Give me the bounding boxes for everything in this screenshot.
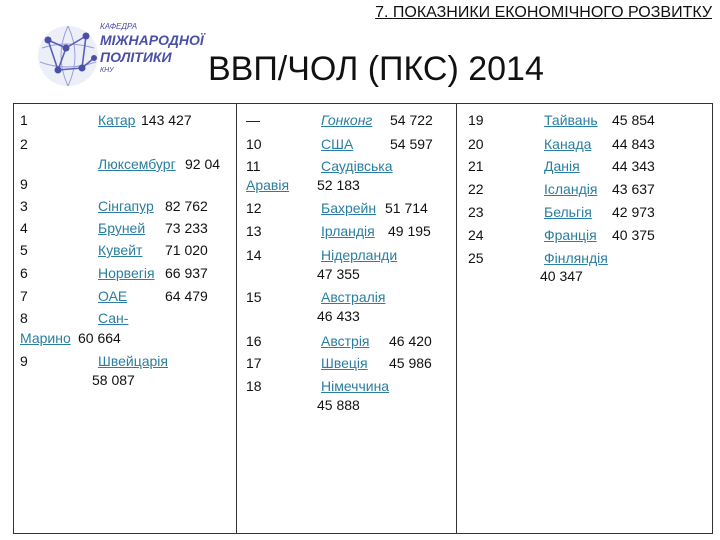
country-link[interactable]: Марино — [20, 330, 71, 346]
rank-number: 13 — [246, 223, 262, 239]
rank-number: 4 — [20, 220, 28, 236]
rank-number: 22 — [468, 181, 484, 197]
rank-number: 6 — [20, 265, 28, 281]
country-link[interactable]: Аравія — [246, 177, 290, 193]
gdp-value: 82 762 — [165, 198, 208, 214]
country-link[interactable]: Ірландія — [321, 223, 375, 239]
rank-number: 9 — [20, 353, 28, 369]
gdp-value: 92 04 — [185, 156, 221, 172]
rank-number: — — [246, 112, 260, 128]
country-link[interactable]: Фінляндія — [544, 250, 608, 266]
rank-number: 11 — [246, 158, 261, 174]
page-title: ВВП/ЧОЛ (ПКС) 2014 — [208, 50, 544, 88]
rank-number: 21 — [468, 158, 484, 174]
rank-number: 8 — [20, 310, 28, 326]
country-link[interactable]: Німеччина — [321, 378, 390, 394]
gdp-value: 54 722 — [390, 112, 433, 128]
gdp-value-continued: 9 — [20, 176, 28, 192]
gdp-value: 66 937 — [165, 265, 208, 281]
gdp-value: 60 664 — [78, 330, 121, 346]
column-divider — [456, 103, 457, 533]
country-link[interactable]: Саудівська — [321, 158, 393, 174]
country-link[interactable]: США — [321, 136, 354, 152]
gdp-value: 49 195 — [388, 223, 431, 239]
rank-number: 1 — [20, 112, 28, 128]
gdp-value: 40 375 — [612, 227, 655, 243]
gdp-value: 73 233 — [165, 220, 208, 236]
country-link[interactable]: Швейцарія — [98, 353, 168, 369]
rank-number: 25 — [468, 250, 484, 266]
country-link[interactable]: Сан- — [98, 310, 129, 326]
gdp-value: 45 986 — [389, 355, 432, 371]
rank-number: 18 — [246, 378, 262, 394]
country-link[interactable]: Ісландія — [544, 181, 598, 197]
gdp-value: 64 479 — [165, 288, 208, 304]
rank-number: 16 — [246, 333, 262, 349]
gdp-value: 44 843 — [612, 136, 655, 152]
country-link[interactable]: Австралія — [321, 289, 386, 305]
country-link[interactable]: Бельгія — [544, 204, 592, 220]
rank-number: 5 — [20, 242, 28, 258]
country-link[interactable]: Гонконг — [321, 112, 373, 128]
logo-line-university: КНУ — [100, 67, 114, 74]
country-link[interactable]: ОАЕ — [98, 288, 128, 304]
country-link[interactable]: Норвегія — [98, 265, 155, 281]
gdp-value: 40 347 — [540, 268, 583, 284]
gdp-value: 54 597 — [390, 136, 433, 152]
country-link[interactable]: Канада — [544, 136, 592, 152]
country-link[interactable]: Швеція — [321, 355, 368, 371]
country-link[interactable]: Австрія — [321, 333, 370, 349]
column-divider — [236, 103, 237, 533]
logo-line-politics: ПОЛІТИКИ — [100, 49, 172, 65]
country-link[interactable]: Катар — [98, 112, 136, 128]
rank-number: 10 — [246, 136, 262, 152]
rank-number: 20 — [468, 136, 484, 152]
gdp-value: 51 714 — [385, 200, 428, 216]
rank-number: 12 — [246, 200, 262, 216]
gdp-value: 46 420 — [389, 333, 432, 349]
rank-number: 15 — [246, 289, 262, 305]
gdp-value: 52 183 — [317, 177, 360, 193]
rank-number: 3 — [20, 198, 28, 214]
rank-number: 7 — [20, 288, 28, 304]
country-link[interactable]: Франція — [544, 227, 597, 243]
country-link[interactable]: Бахрейн — [321, 200, 377, 216]
logo-line-international: МІЖНАРОДНОЇ — [100, 32, 204, 48]
gdp-value: 47 355 — [317, 266, 360, 282]
country-link[interactable]: Данія — [544, 158, 580, 174]
rank-number: 19 — [468, 112, 484, 128]
gdp-value: 143 427 — [141, 112, 192, 128]
logo-line-department: КАФЕДРА — [100, 22, 138, 31]
gdp-value: 58 087 — [92, 372, 135, 388]
country-link[interactable]: Люксембург — [98, 156, 176, 172]
rank-number: 23 — [468, 204, 484, 220]
gdp-value: 71 020 — [165, 242, 208, 258]
gdp-value: 43 637 — [612, 181, 655, 197]
country-link[interactable]: Кувейт — [98, 242, 143, 258]
rank-number: 24 — [468, 227, 484, 243]
rank-number: 14 — [246, 247, 262, 263]
country-link[interactable]: Тайвань — [544, 112, 598, 128]
gdp-value: 44 343 — [612, 158, 655, 174]
rank-number: 2 — [20, 136, 28, 152]
gdp-value: 45 888 — [317, 397, 360, 413]
section-title: 7. ПОКАЗНИКИ ЕКОНОМІЧНОГО РОЗВИТКУ — [375, 4, 712, 21]
gdp-value: 46 433 — [317, 308, 360, 324]
country-link[interactable]: Бруней — [98, 220, 146, 236]
gdp-value: 45 854 — [612, 112, 655, 128]
rank-number: 17 — [246, 355, 262, 371]
gdp-value: 42 973 — [612, 204, 655, 220]
country-link[interactable]: Сінгапур — [98, 198, 154, 214]
country-link[interactable]: Нідерланди — [321, 247, 398, 263]
